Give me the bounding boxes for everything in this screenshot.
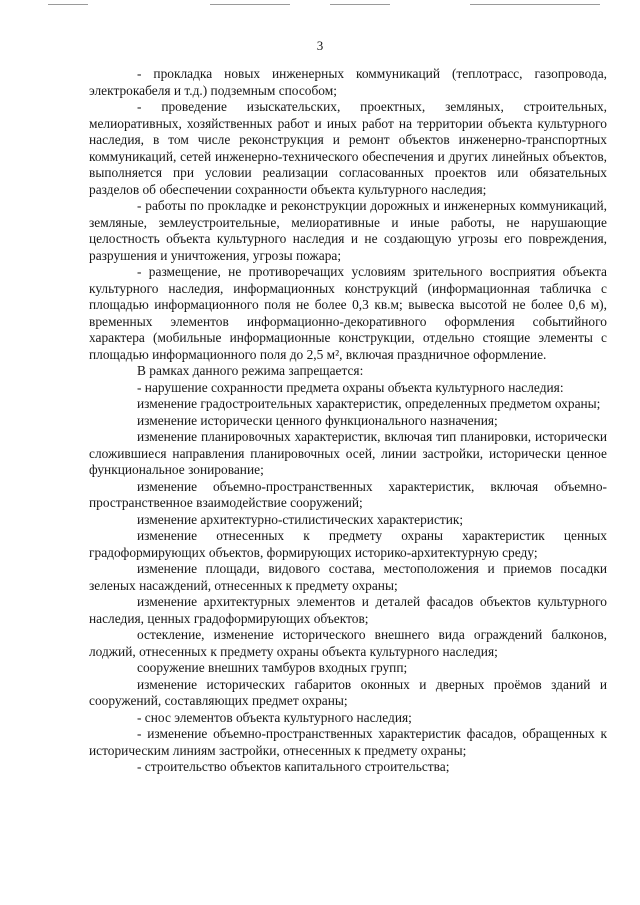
paragraph: изменение архитектурных элементов и деталей фасадов объектов культурного наследия, ценных градоформирующих объектов;: [89, 594, 607, 626]
paragraph: изменение площади, видового состава, местоположения и приемов посадки зеленых насаждений, отнесенных к предмету охраны;: [89, 561, 607, 593]
paragraph: - размещение, не противоречащих условиям зрительного восприятия объекта культурного наследия, информационных конструкций (информационная табличка с площадью информационного поля не более 0,3 кв.м; вывеска высотой не более 0,6 м), временных элементов информационно-декоративного оформления событийного характера (мобильные информационные конструкции, отдельно стоящие элементы с площадью информационного поля до 2,5 м², включая праздничное оформление.: [89, 264, 607, 362]
document-body: [89, 66, 607, 776]
paragraph: изменение отнесенных к предмету охраны характеристик ценных градоформирующих объектов, формирующих историко-архитектурную среду;: [89, 528, 607, 560]
paragraph: - прокладка новых инженерных коммуникаций (теплотрасс, газопровода, электрокабеля и т.д.) подземным способом;: [89, 66, 607, 98]
paragraph: остекление, изменение исторического внешнего вида ограждений балконов, лоджий, отнесенных к предмету охраны объекта культурного наследия;: [89, 627, 607, 659]
paragraph: - проведение изыскательских, проектных, земляных, строительных, мелиоративных, хозяйственных работ и иных работ на территории объекта культурного наследия, в том числе реконструкция и ремонт объектов инженерно-транспортных коммуникаций, сетей инженерно-технического обеспечения и других линейных объектов, выполняется при условии реализации согласованных проектов или обязательных разделов об обеспечении сохранности объекта культурного наследия;: [89, 99, 607, 197]
paragraph: изменение градостроительных характеристик, определенных предметом охраны;: [137, 396, 601, 411]
paragraph: сооружение внешних тамбуров входных групп;: [137, 660, 408, 675]
paragraph: - нарушение сохранности предмета охраны объекта культурного наследия:: [137, 379, 564, 395]
scan-edge-mark: [48, 4, 88, 5]
scan-edge-mark: [330, 4, 390, 5]
paragraph: - строительство объектов капитального строительства;: [137, 759, 450, 774]
paragraph: изменение исторических габаритов оконных и дверных проёмов зданий и сооружений, составляющих предмет охраны;: [89, 676, 607, 708]
paragraph: - работы по прокладке и реконструкции дорожных и инженерных коммуникаций, земляные, землеустроительные, мелиоративные и иные работы, не нарушающие целостность объекта культурного наследия и не создающую угрозы его повреждения, разрушения и уничтожения, угрозы пожара;: [89, 198, 607, 263]
scan-edge-mark: [470, 4, 600, 5]
paragraph: изменение архитектурно-стилистических характеристик;: [137, 511, 464, 527]
paragraph: изменение планировочных характеристик, включая тип планировки, исторически сложившиеся направления планировочных осей, линии застройки, исторически ценное функциональное зонирование;: [89, 429, 607, 477]
paragraph: В рамках данного режима запрещается:: [137, 363, 364, 378]
page-number: 3: [316, 38, 324, 53]
paragraph: - снос элементов объекта культурного наследия;: [137, 709, 412, 725]
paragraph: изменение исторически ценного функционального назначения;: [137, 412, 498, 428]
paragraph: изменение объемно-пространственных характеристик, включая объемно-пространственное взаимодействие сооружений;: [89, 478, 607, 510]
scan-edge-mark: [210, 4, 290, 5]
paragraph: - изменение объемно-пространственных характеристик фасадов, обращенных к историческим линиям застройки, отнесенных к предмету охраны;: [89, 726, 607, 758]
